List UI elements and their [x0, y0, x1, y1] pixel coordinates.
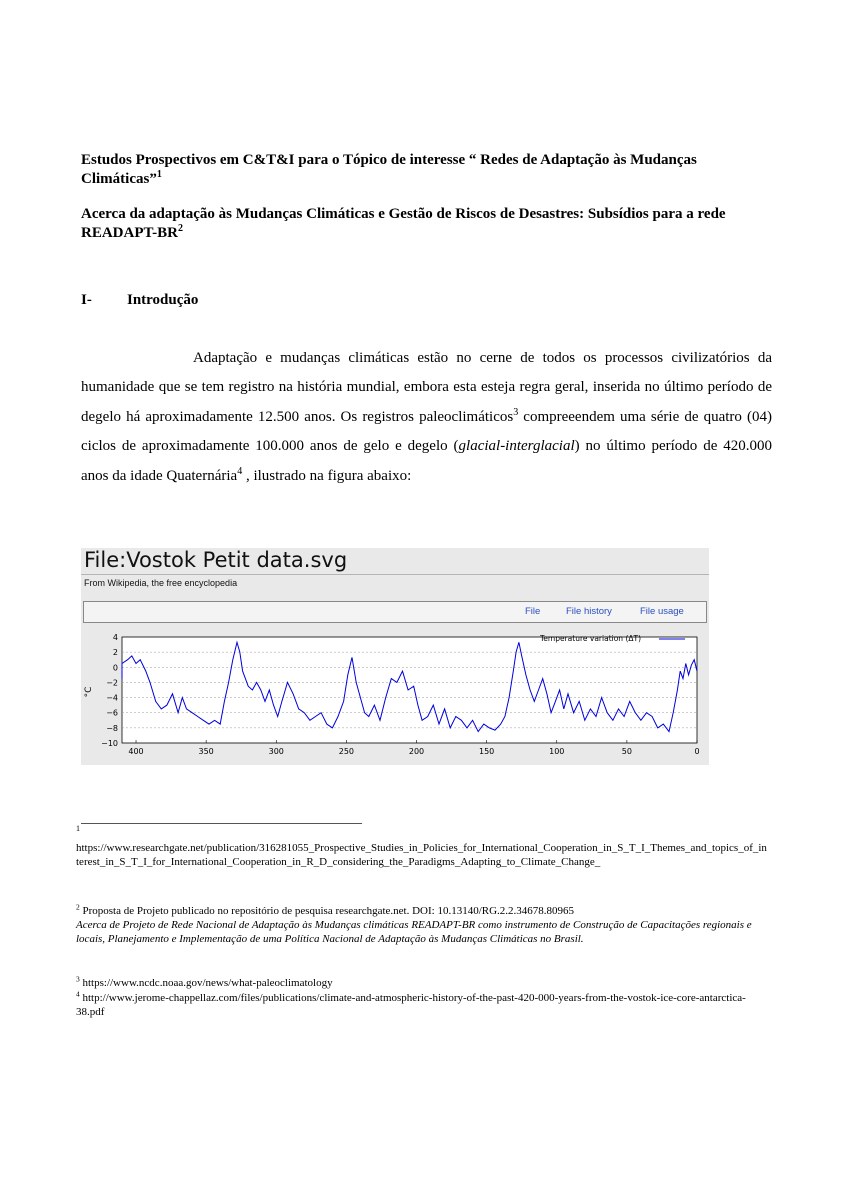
x-tick-label: 50: [621, 747, 632, 756]
footnote-divider: [81, 823, 362, 824]
footnote-ref-1[interactable]: 1: [156, 169, 162, 180]
x-tick-label: 300: [268, 747, 284, 756]
section-number: I-: [81, 292, 92, 308]
plot-area: [122, 637, 697, 743]
footnote-2-description: Acerca de Projeto de Rede Nacional de Adaptação às Mudanças climáticas READAPT-BR como instrumento de Construção de Capacitações regionais e locais, Planejamento e Implementação de uma Política Nacional de Adaptação às Mudanças Climáticas no Brasil.: [76, 919, 752, 945]
tab-file-usage[interactable]: File usage: [640, 606, 684, 617]
x-tick-label: 0: [694, 747, 700, 756]
figure-title-divider: [81, 574, 709, 575]
intro-italic-term: glacial-interglacial: [458, 438, 575, 455]
footnote-2-text: Proposta de Projeto publicado no repositório de pesquisa researchgate.net. DOI: 10.13140/RG.2.2.34678.80965: [79, 905, 575, 917]
x-tick-label: 150: [478, 747, 495, 756]
footnote-ref-3[interactable]: 3: [513, 406, 519, 418]
figure-page-title: File:Vostok Petit data.svg: [84, 548, 348, 572]
tab-file-history[interactable]: File history: [566, 606, 612, 617]
y-tick-label: −10: [101, 739, 118, 748]
footnote-1-marker: 1: [76, 824, 80, 833]
y-tick-label: 0: [112, 663, 118, 673]
document-subtitle: [81, 205, 771, 243]
footnote-ref-2[interactable]: 2: [177, 223, 183, 234]
x-tick-label: 250: [338, 747, 355, 756]
footnote-3-link[interactable]: https://www.ncdc.noaa.gov/news/what-paleoclimatology: [79, 977, 333, 989]
section-title: Introdução: [127, 292, 199, 308]
footnote-4-link[interactable]: http://www.jerome-chappellaz.com/files/publications/climate-and-atmospheric-history-of-the-past-420-000-years-from-the-vostok-ice-core-antarctica-38.pdf: [76, 992, 746, 1018]
intro-text-2: compreeendem uma série de quatro (04) ciclos de aproximadamente 100.000 anos de gelo e degelo (: [81, 408, 772, 455]
footnote-3: [76, 976, 768, 990]
y-axis-ticks: [101, 633, 118, 748]
footnote-4-marker: 4: [76, 989, 80, 999]
y-tick-label: −8: [106, 723, 118, 733]
x-tick-label: 350: [198, 747, 214, 756]
x-tick-label: 100: [549, 747, 565, 756]
y-tick-label: −6: [106, 708, 118, 718]
document-title: [81, 151, 771, 189]
intro-text-3: ) no último período de 420.000 anos da idade Quaternária: [81, 438, 772, 484]
y-tick-label: −4: [106, 693, 118, 703]
footnote-2: [76, 904, 768, 946]
x-tick-label: 400: [128, 747, 144, 756]
figure-page-subtitle: From Wikipedia, the free encyclopedia: [84, 578, 238, 588]
document-subtitle-text: Acerca da adaptação às Mudanças Climáticas e Gestão de Riscos de Desastres: Subsídios para a rede READAPT-BR: [81, 206, 726, 241]
intro-text-1: Adaptação e mudanças climáticas estão no cerne de todos os processos civilizatórios da humanidade que se tem registro na história mundial, embora esta esteja regra geral, inserida no último período de degelo há aproximadamente 12.500 anos. Os registros paleoclimáticos: [81, 350, 772, 425]
footnote-ref-4[interactable]: 4: [237, 465, 243, 477]
intro-paragraph: [81, 344, 772, 491]
y-axis-label: °C: [84, 686, 94, 698]
tab-file[interactable]: File: [525, 606, 541, 617]
x-tick-label: 200: [408, 747, 425, 756]
footnote-2-marker: 2: [76, 902, 80, 912]
temperature-chart: [81, 628, 709, 765]
figure-tab-bar: [83, 601, 707, 623]
intro-text-4: , ilustrado na figura abaixo:: [242, 467, 412, 484]
y-tick-label: 4: [112, 633, 118, 642]
footnote-3-marker: 3: [76, 974, 80, 984]
legend-label: Temperature variation (ΔT): [540, 634, 642, 643]
section-heading: [81, 292, 198, 309]
y-tick-label: −2: [106, 678, 118, 688]
document-title-text: Estudos Prospectivos em C&T&I para o Tópico de interesse “ Redes de Adaptação às Mudanças Climáticas”: [81, 152, 697, 187]
y-tick-label: 2: [112, 648, 118, 658]
footnote-4: [76, 991, 768, 1019]
footnote-1[interactable]: https://www.researchgate.net/publication/316281055_Prospective_Studies_in_Policies_for_International_Cooperation_in_S_T_I_Themes_and_topics_of_interest_in_S_T_I_for_International_Cooperation_in_R_D_considering_the_Paradigms_Adapting_to_Climate_Change_: [76, 842, 767, 868]
figure-screenshot: [81, 548, 709, 765]
